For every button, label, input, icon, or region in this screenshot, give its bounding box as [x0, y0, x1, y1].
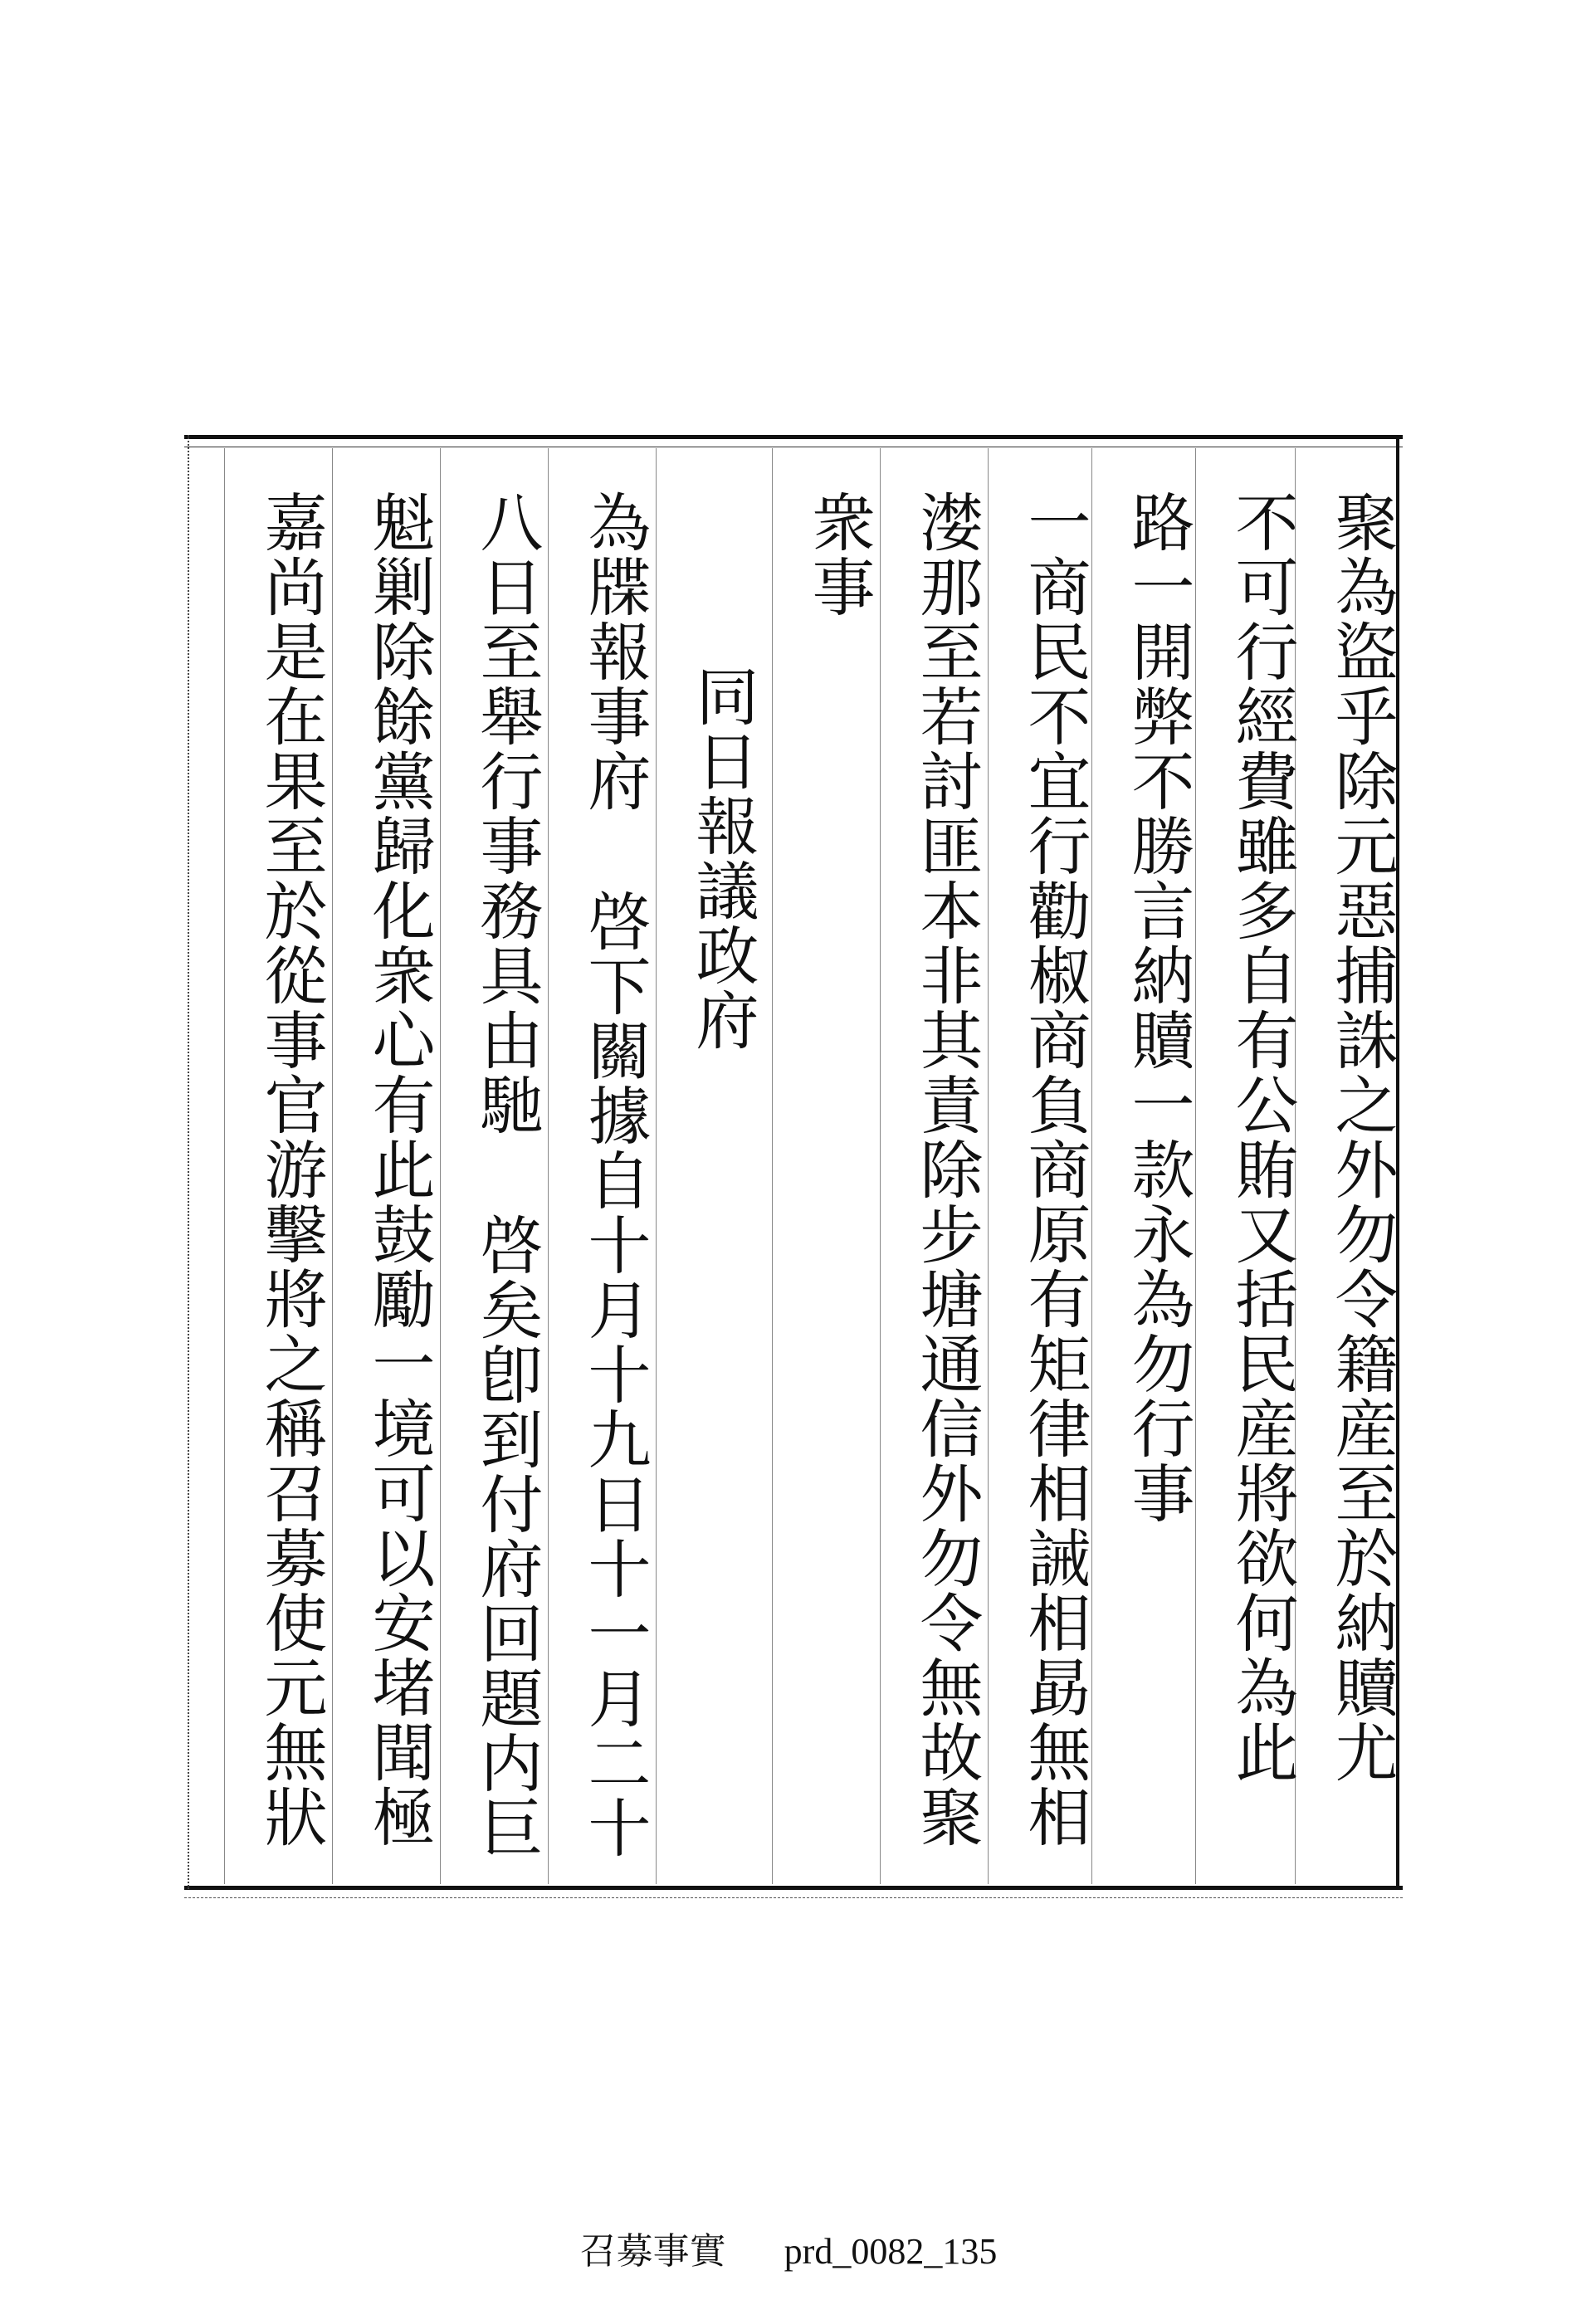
text-column-11: 嘉尚是在果至於從事官游擊將之稱召募使元無狀 [254, 490, 328, 1849]
text-column-7: 同日報議政府 [686, 664, 759, 1052]
column-divider [548, 448, 549, 1884]
column-divider [880, 448, 881, 1884]
text-column-4: 一商民不宜行勸椒商負商原有矩律相誡相勗無相 [1018, 490, 1091, 1849]
text-column-3: 路一開弊不勝言納贖一款永為勿行事 [1121, 490, 1195, 1526]
caption-title: 召募事實 [579, 2231, 726, 2272]
text-column-10: 魁剿除餘黨歸化衆心有此鼓勵一境可以安堵聞極 [362, 490, 436, 1849]
column-divider [332, 448, 333, 1884]
page-caption [0, 2221, 1577, 2274]
text-column-6: 衆事 [802, 490, 876, 619]
text-column-9: 八日至舉行事務具由馳 啓矣卽到付府回題内巨 [470, 490, 544, 1860]
frame-left-rule [188, 435, 189, 1889]
column-divider [440, 448, 441, 1884]
text-column-5: 漤那至若討匪本非其責除步塘通信外勿令無故聚 [910, 490, 984, 1849]
text-column-2: 不可行經費雖多自有公賄又括民産將欲何為此 [1225, 490, 1299, 1784]
column-divider [656, 448, 657, 1884]
frame-top-rule [184, 435, 1403, 439]
frame-bottom-inner-rule [184, 1897, 1403, 1898]
text-column-1: 聚為盜乎除元惡捕誅之外勿令籍産至於納贖尤 [1325, 490, 1399, 1784]
column-divider [224, 448, 225, 1884]
text-column-8: 為牒報事府 啓下關據自十月十九日十一月二十 [578, 490, 652, 1860]
column-divider [772, 448, 773, 1884]
column-divider [988, 448, 989, 1884]
caption-id: prd_0082_135 [784, 2231, 998, 2272]
